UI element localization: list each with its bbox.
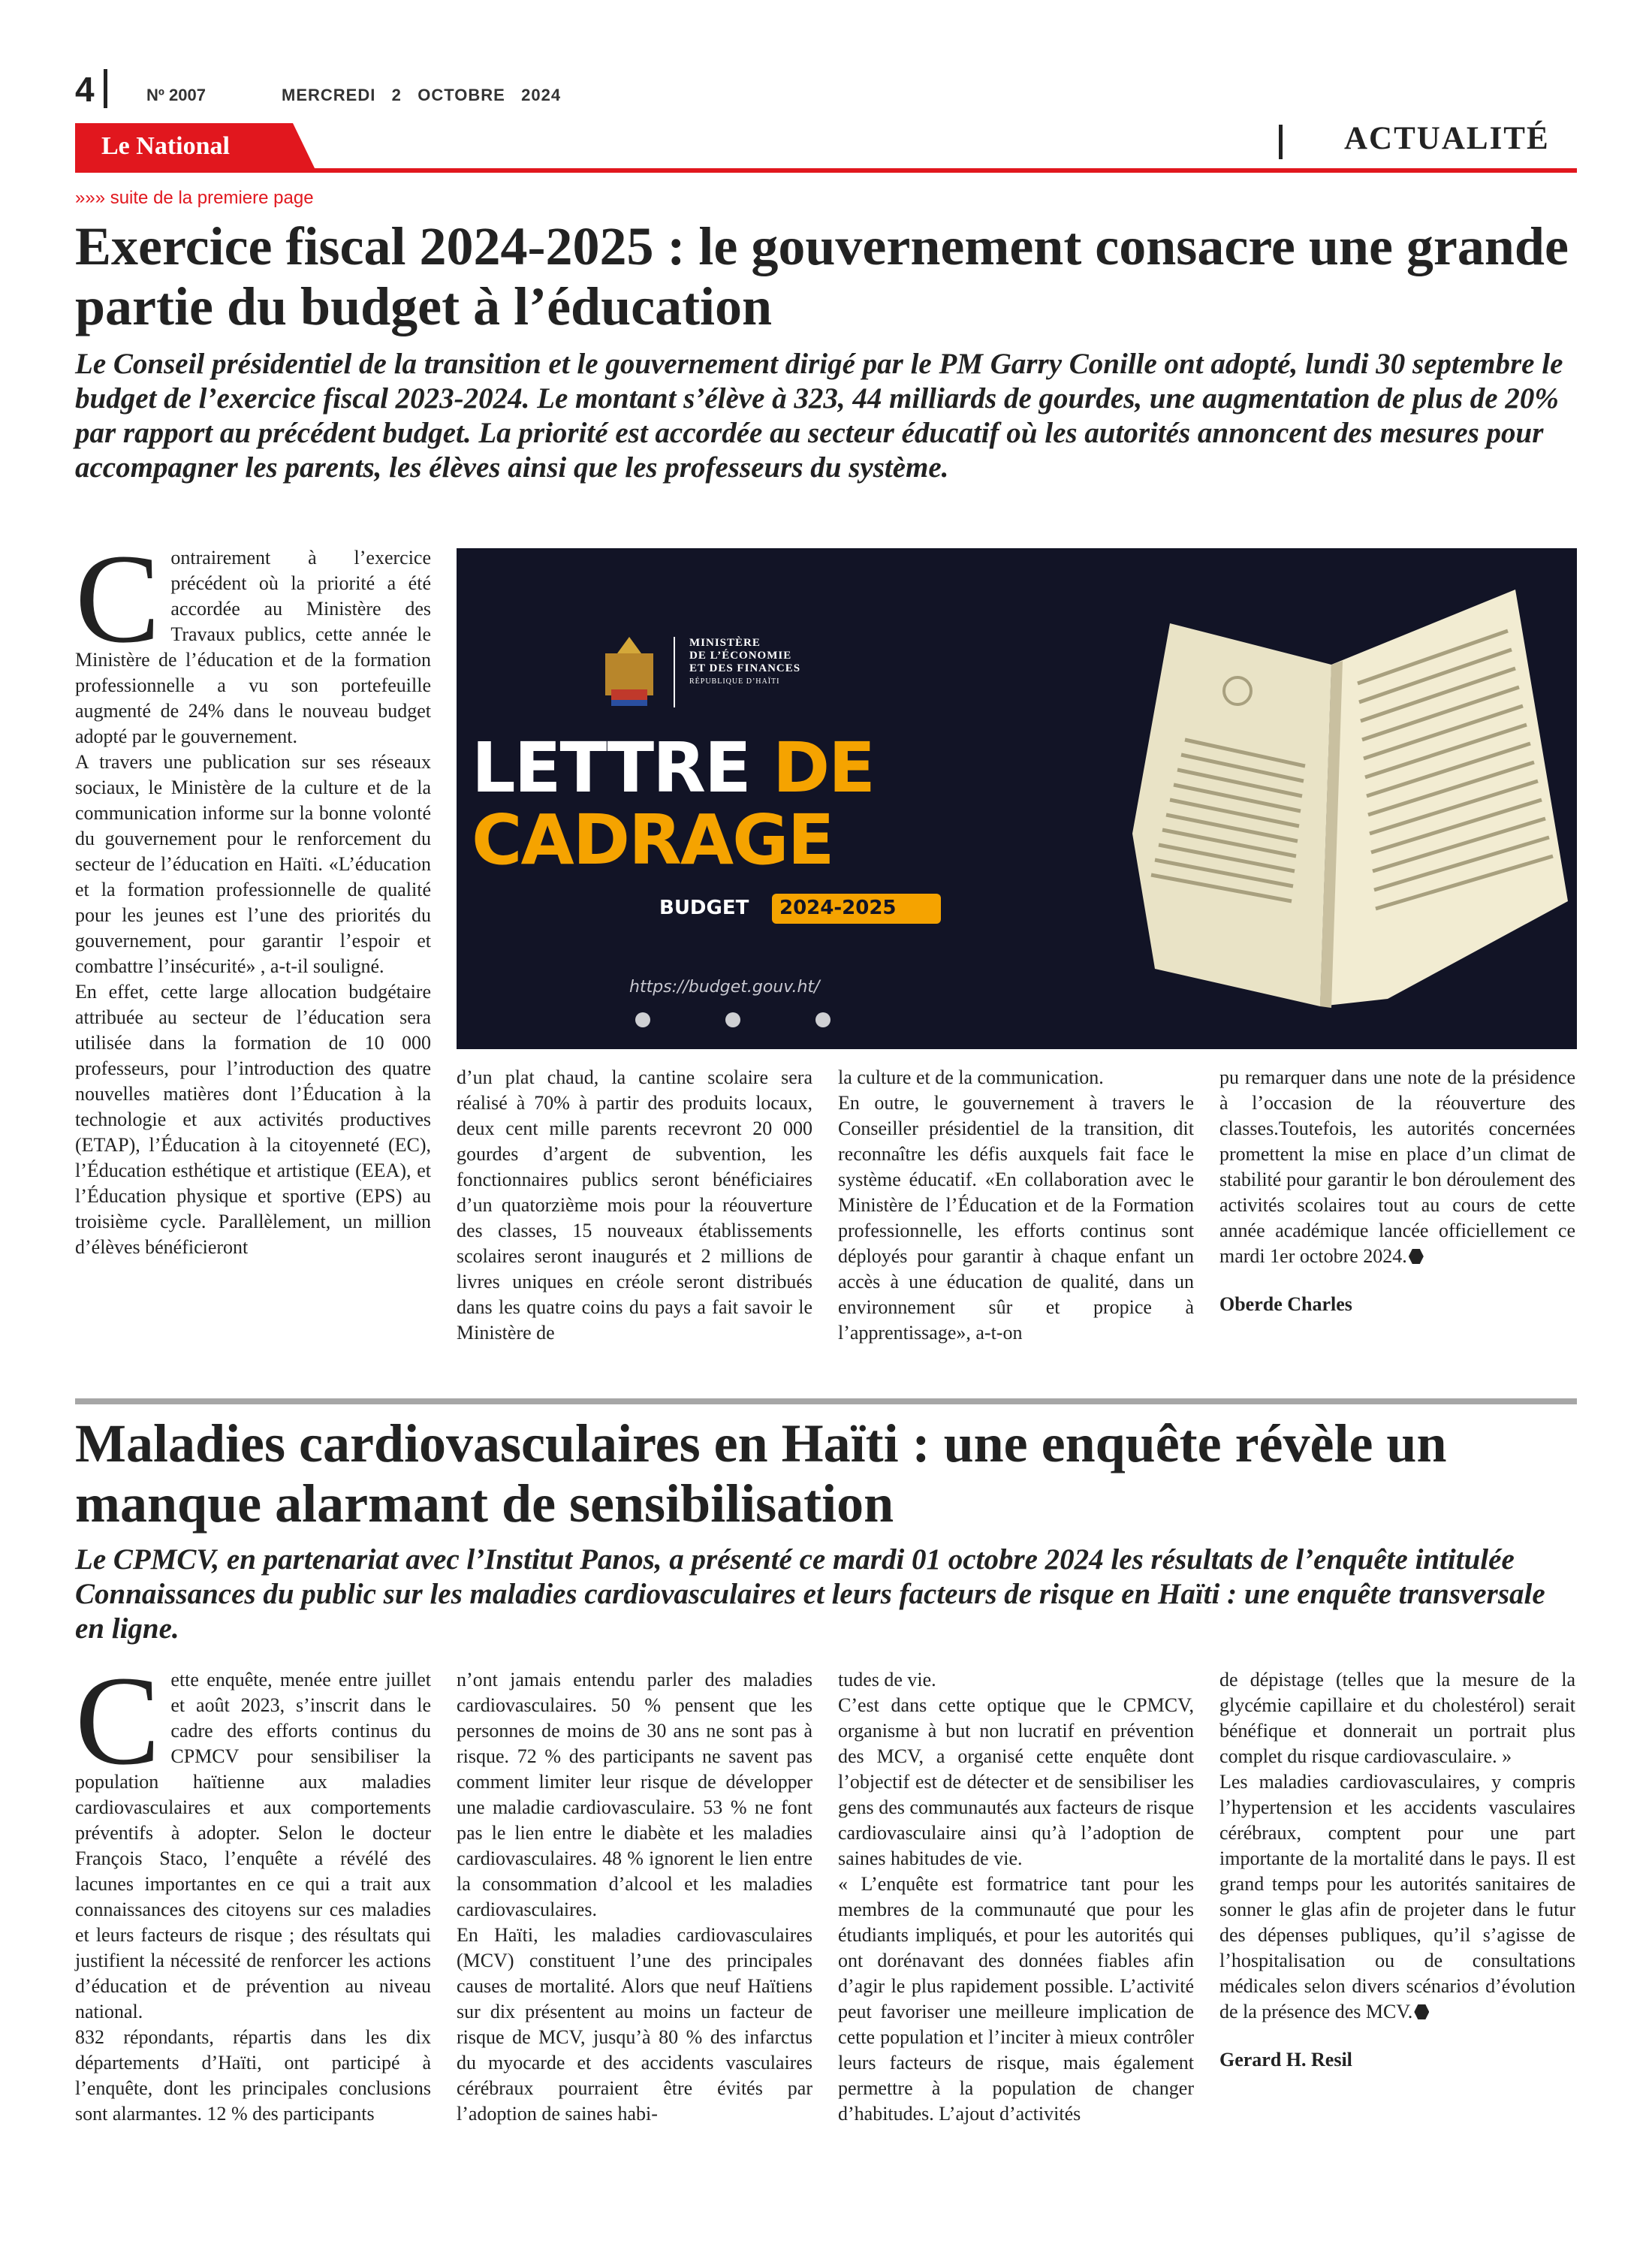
article1-lede: Le Conseil présidentiel de la transition et le gouvernement dirigé par le PM Garry Conille ont adopté, lundi 30 septembre le budget de l’exercice fiscal 2023-2024. Le montant s’élève à 323, 44 milliards de gourdes, une augmentation de plus de 20% par rapport au précédent budget. La priorité est accordée au secteur éducatif où les autorités annoncent des mesures pour accompagner les parents, les élèves ainsi que les professeurs du système. xyxy=(75,348,1563,484)
article1-paragraph: pu remarquer dans une note de la présidence à l’occasion de la réouverture des classes.Toutefois, les autorités concernées promettent la mise en place d’un climat de stabilité pour garantir le bon déroulement des activités scolaires tout au cours de cette année académique lancée officiellement ce mardi 1er octobre 2024. xyxy=(1219,1066,1575,1267)
header-divider xyxy=(104,69,107,108)
image-url: https://budget.gouv.ht/ xyxy=(629,978,820,997)
article2-column-4 xyxy=(1219,1667,1575,2073)
article2-paragraph: « L’enquête est formatrice tant pour les membres de la communauté que pour les étudiants impliqués, et pour les autorités qui ont dorénavant des données fiables afin d’agir le plus rapidement possible. L’activité peut favoriser une meilleure implication de cette population et l’inciter à mieux contrôler leurs facteurs de risque, mais également permettre à la population de changer d’habitudes. L’ajout d’activités xyxy=(838,1873,1194,2125)
article-divider xyxy=(75,1398,1577,1404)
article2-paragraph: En Haïti, les maladies cardiovasculaires (MCV) constituent l’une des principales causes de mortalité. Alors que neuf Haïtiens sur dix présentent au moins un facteur de risque de MCV, jusqu’à 80 % des infarctus du myocarde et des accidents vasculaires cérébraux pourraient être évités par l’adoption de saines habi- xyxy=(457,1924,812,2125)
brand-logo: Le National xyxy=(101,132,230,160)
dropcap: C xyxy=(75,528,161,669)
article2-paragraph: C’est dans cette optique que le CPMCV, organisme à but non lucratif en prévention des MCV, a organisé cette enquête dont l’objectif est de détecter et de sensibiliser les gens des communautés aux facteurs de risque cardiovasculaire ainsi qu’à l’adoption de saines habitudes de vie. xyxy=(838,1694,1194,1869)
article2-column-2 xyxy=(457,1667,812,2127)
article1-column-2 xyxy=(457,1065,812,1346)
issue-date: MERCREDI 2 OCTOBRE 2024 xyxy=(282,86,562,104)
article2-column-1 xyxy=(75,1650,431,2127)
article1-column-4 xyxy=(1219,1065,1575,1317)
image-budget-years: 2024-2025 xyxy=(779,897,897,919)
image-title: LETTRE DE CADRAGE xyxy=(472,728,875,880)
issue-number: Nº 2007 xyxy=(146,86,206,104)
article2-paragraph: tudes de vie. xyxy=(838,1669,936,1691)
article1-paragraph: ontrairement à l’exercice précédent où la priorité a été accordée au Ministère des Travaux publics, cette année le Ministère de l’éducation et de la formation professionnelle a vu son portefeuille augmenté de 24% dans le nouveau budget adopté par le gouvernement. xyxy=(75,547,431,747)
section-divider xyxy=(1279,125,1283,159)
article2-paragraph: de dépistage (telles que la mesure de la glycémie capillaire et du cholestérol) serait bénéfique et donnerait un portrait plus complet du risque cardiovasculaire. » xyxy=(1219,1669,1575,1767)
article1-photo xyxy=(457,548,1577,1049)
article2-paragraph: Les maladies cardiovasculaires, y compris l’hypertension et les accidents vasculaires cérébraux, comptent pour une part importante de la mortalité dans le pays. Il est grand temps pour les autorités sanitaires de sonner le glas afin de projeter dans le futur des dépenses publiques, qu’il s’agisse de l’hospitalisation ou de consultations médicales selon divers scénarios d’évolution de la présence des MCV. xyxy=(1219,1771,1575,2022)
dropcap: C xyxy=(75,1650,161,1791)
article2-column-3 xyxy=(838,1667,1194,2127)
article1-paragraph: A travers une publication sur ses réseaux sociaux, le Ministère de la culture et de la communication informe sur la bonne volonté du gouvernement pour le renforcement du secteur de l’éducation en Haïti. «L’éducation et la formation professionnelle de qualité pour les jeunes est l’une des priorités du gouvernement, pour garantir l’espoir et combattre l’insécurité» , a-t-il souligné. xyxy=(75,751,431,977)
article1-headline: Exercice fiscal 2024-2025 : le gouvernement consacre une grande partie du budget à l’éducation xyxy=(75,216,1569,336)
article1-paragraph: En effet, cette large allocation budgétaire attribuée au secteur de l’éducation sera utilisée dans la formation de 10 000 professeurs, pour l’introduction des quatre nouvelles matières dont l’Éducation à la technologie et aux activités productives (ETAP), l’Éducation à la citoyenneté (EC), l’Éducation esthétique et artistique (EEA), et l’Éducation physique et sportive (EPS) au troisième cycle. Parallèlement, un million d’élèves bénéficieront xyxy=(75,981,431,1258)
article1-paragraph: En outre, le gouvernement à travers le Conseiller présidentiel de la transition, dit reconnaître les défis auxquels fait face le système éducatif. «En collaboration avec le Ministère de l’Éducation et de la Formation professionnelle, les efforts continus sont déployés pour garantir à chaque enfant un accès à une éducation de qualité, dans un environnement sûr et propice à l’apprentissage», a-t-on xyxy=(838,1092,1194,1344)
ministry-label: MINISTÈRE DE L’ÉCONOMIE ET DES FINANCES RÉPUBLIQUE D’HAÏTI xyxy=(689,637,801,686)
page-number: 4 xyxy=(75,70,95,109)
article2-paragraph: n’ont jamais entendu parler des maladies cardiovasculaires. 50 % pensent que les personnes de moins de 30 ans ne sont pas à risque. 72 % des participants ne savent pas comment limiter leur risque de développer une maladie cardiovasculaire. 53 % ne font pas le lien entre le diabète et les maladies cardiovasculaires. 48 % ignorent le lien entre la consommation d’alcool et les maladies cardiovasculaires. xyxy=(457,1669,812,1920)
header-rule xyxy=(75,168,1577,173)
article1-byline: Oberde Charles xyxy=(1219,1293,1352,1315)
article2-byline: Gerard H. Resil xyxy=(1219,2049,1352,2071)
article1-paragraph: d’un plat chaud, la cantine scolaire sera réalisé à 70% à partir des produits locaux, deux cent mille parents recevront 20 000 gourdes d’argent de subvention, les fonctionnaires publics seront bénéficiaires d’un quatorzième mois pour la réouverture des classes, 15 nouveaux établissements scolaires seront inaugurés et 2 millions de livres uniques en créole seront distribués dans les quatre coins du pays a fait savoir le Ministère de xyxy=(457,1066,812,1344)
article2-paragraph: 832 répondants, répartis dans les dix départements d’Haïti, ont participé à l’enquête, dont les principales conclusions sont alarmantes. 12 % des participants xyxy=(75,2026,431,2125)
section-title: ACTUALITÉ xyxy=(1344,121,1550,156)
article2-paragraph: ette enquête, menée entre juillet et août 2023, s’inscrit dans le cadre des efforts continus du CPMCV pour sensibiliser la population haïtienne aux maladies cardiovasculaires et aux comportements préventifs à adopter. Selon le docteur François Staco, l’enquête a révélé des lacunes importantes en ce qui a trait aux connaissances des citoyens sur ces maladies et leurs facteurs de risque ; des résultats qui justifient la nécessité de renforcer les actions d’éducation et de prévention au niveau national. xyxy=(75,1669,431,2022)
article1-column-3 xyxy=(838,1065,1194,1346)
image-budget-label: BUDGET xyxy=(659,897,749,919)
continued-from: »»» suite de la premiere page xyxy=(75,188,314,208)
article2-lede: Le CPMCV, en partenariat avec l’Institut Panos, a présenté ce mardi 01 octobre 2024 les résultats de l’enquête intitulée Connaissances du public sur les maladies cardiovasculaires et leurs facteurs de risque en Haïti : une enquête transversale en ligne. xyxy=(75,1543,1545,1645)
article2-headline: Maladies cardiovasculaires en Haïti : une enquête révèle un manque alarmant de sensibilisation xyxy=(75,1413,1447,1534)
end-mark-icon xyxy=(1414,2004,1429,2019)
end-mark-icon xyxy=(1409,1249,1424,1264)
article1-paragraph: la culture et de la communication. xyxy=(838,1066,1104,1088)
article1-column-1 xyxy=(75,528,431,1260)
